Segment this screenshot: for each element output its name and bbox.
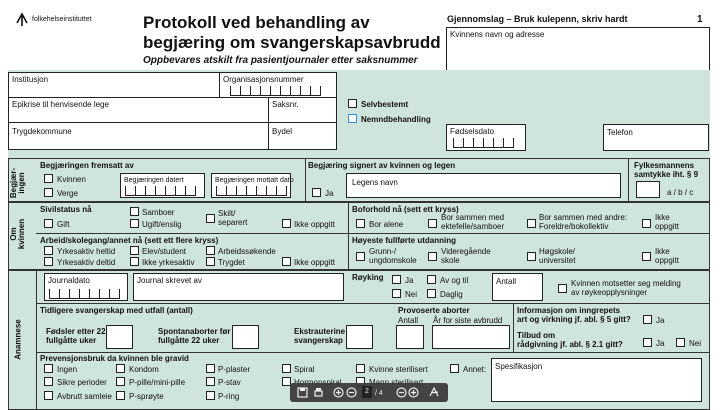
avbrutt-label: Avbrutt samleie bbox=[57, 392, 112, 401]
acrobat-icon[interactable] bbox=[428, 386, 440, 398]
begjaering-datert-field[interactable] bbox=[120, 173, 205, 198]
bo-ikke-oppgitt-label: Ikke oppgitt bbox=[655, 213, 680, 231]
epikrise-field[interactable] bbox=[8, 97, 269, 123]
p-pille-label: P-pille/mini-pille bbox=[129, 378, 186, 387]
hoyskole-checkbox[interactable] bbox=[527, 252, 536, 261]
info-ja-label: Ja bbox=[656, 316, 665, 325]
motsetter-checkbox[interactable] bbox=[558, 284, 567, 293]
epikrise-label: Epikrise til henvisende lege bbox=[12, 100, 109, 109]
royk-nei-checkbox[interactable] bbox=[392, 289, 401, 298]
spontan-field[interactable] bbox=[232, 325, 259, 349]
gift-label: Gift bbox=[57, 220, 70, 229]
sivil-ikke-oppgitt-label: Ikke oppgitt bbox=[294, 220, 335, 229]
ugift-checkbox[interactable] bbox=[130, 219, 139, 228]
p-plaster-checkbox[interactable] bbox=[206, 364, 215, 373]
deltid-checkbox[interactable] bbox=[44, 257, 53, 266]
fylkes-heading: Fylkesmannens samtykke iht. § 9 bbox=[634, 161, 699, 179]
bydel-field[interactable] bbox=[268, 122, 337, 150]
col-divider bbox=[36, 270, 37, 409]
prov-ar-label: År for siste avbrudd bbox=[433, 316, 503, 325]
kvinnen-checkbox[interactable] bbox=[44, 174, 53, 183]
institusjon-field[interactable] bbox=[8, 72, 220, 98]
skilt-checkbox[interactable] bbox=[206, 214, 215, 223]
p-stav-label: P-stav bbox=[218, 378, 241, 387]
verge-checkbox[interactable] bbox=[44, 188, 53, 197]
save-icon[interactable] bbox=[297, 387, 308, 398]
utdanning-heading: Høyeste fullførte utdanning bbox=[352, 236, 456, 245]
signert-ja-checkbox[interactable] bbox=[312, 188, 321, 197]
prov-antall-label: Antall bbox=[398, 316, 419, 325]
ikke-yrkesaktiv-checkbox[interactable] bbox=[130, 257, 139, 266]
tilbud-nei-label: Nei bbox=[689, 339, 702, 348]
provoserte-heading: Provoserte aborter bbox=[398, 306, 470, 315]
kvinne-sterilisert-checkbox[interactable] bbox=[356, 364, 365, 373]
page-title: Protokoll ved behandling av bbox=[143, 13, 370, 32]
grunn-label: Grunn-/ ungdomskole bbox=[369, 247, 417, 265]
fremsatt-heading: Begjæringen fremsatt av bbox=[40, 161, 134, 170]
arbeidssokende-checkbox[interactable] bbox=[206, 246, 215, 255]
bor-alene-checkbox[interactable] bbox=[356, 219, 365, 228]
royk-antall-field[interactable] bbox=[492, 273, 543, 301]
arbeid-heading: Arbeid/skolegang/annet nå (sett ett flere kryss) bbox=[40, 236, 219, 245]
p-stav-checkbox[interactable] bbox=[206, 377, 215, 386]
legens-navn-field[interactable] bbox=[346, 173, 621, 198]
boforhold-heading: Boforhold nå (sett ett kryss) bbox=[352, 205, 459, 214]
info-heading: Informasjon om inngrepets art og virkning jf. abl. § 5 gitt? bbox=[517, 306, 631, 324]
sikre-perioder-checkbox[interactable] bbox=[44, 377, 53, 386]
selvbestemt-label: Selvbestemt bbox=[361, 100, 409, 109]
spiral-label: Spiral bbox=[294, 365, 315, 374]
gift-checkbox[interactable] bbox=[44, 219, 53, 228]
sikre-perioder-label: Sikre perioder bbox=[57, 378, 107, 387]
tilbud-nei-checkbox[interactable] bbox=[676, 338, 685, 347]
orgnr-field[interactable] bbox=[219, 72, 337, 98]
kondom-label: Kondom bbox=[129, 365, 159, 374]
saksnr-label: Saksnr. bbox=[272, 100, 299, 109]
page-total: / 4 bbox=[375, 390, 383, 397]
selvbestemt-checkbox[interactable] bbox=[348, 99, 357, 108]
deltid-label: Yrkesaktiv deltid bbox=[57, 258, 116, 267]
col-divider bbox=[348, 202, 349, 270]
row-divider bbox=[36, 303, 710, 304]
logo-text: folkehelseinstituttet bbox=[32, 16, 92, 23]
logo bbox=[14, 11, 144, 27]
trygdet-label: Trygdet bbox=[218, 258, 245, 267]
begjaering-mottatt-field[interactable] bbox=[211, 173, 294, 198]
royk-nei-label: Nei bbox=[405, 290, 418, 299]
page-number: 1 bbox=[697, 14, 703, 25]
trygdekommune-field[interactable] bbox=[8, 122, 269, 150]
legens-navn-label: Legens navn bbox=[352, 178, 398, 187]
institusjon-label: Institusjon bbox=[12, 75, 49, 84]
royking-heading: Røyking bbox=[352, 273, 384, 282]
ingen-label: Ingen bbox=[57, 365, 78, 374]
sivilstatus-heading: Sivilstatus nå bbox=[40, 205, 92, 214]
prov-antall-field[interactable] bbox=[396, 325, 424, 349]
daglig-label: Daglig bbox=[440, 290, 463, 299]
tilbud-ja-label: Ja bbox=[656, 339, 665, 348]
page-subtitle: Oppbevares atskilt fra pasientjournaler etter saksnummer bbox=[143, 55, 418, 66]
saksnr-field[interactable] bbox=[268, 97, 337, 123]
journal-by-field[interactable] bbox=[133, 273, 344, 301]
journal-by-label: Journal skrevet av bbox=[137, 276, 202, 285]
utd-ikke-oppgitt-label: Ikke oppgitt bbox=[655, 247, 680, 265]
zoom-out-icon[interactable] bbox=[346, 387, 357, 398]
patient-name-label: Kvinnens navn og adresse bbox=[450, 30, 545, 39]
hoyskole-label: Høgskole/ universitet bbox=[539, 247, 576, 265]
prov-ar-field[interactable] bbox=[432, 325, 510, 349]
page-indicator: 2 bbox=[365, 388, 369, 395]
bor-alene-label: Bor alene bbox=[369, 220, 404, 229]
tilbud-heading: Tilbud om rådgivning jf. abl. § 2.1 gitt? bbox=[517, 331, 623, 349]
divider bbox=[628, 158, 629, 202]
p-ring-label: P-ring bbox=[218, 392, 240, 401]
telefon-field[interactable] bbox=[603, 124, 709, 151]
sivil-ikke-oppgitt-checkbox[interactable] bbox=[282, 219, 291, 228]
tilbud-ja-checkbox[interactable] bbox=[643, 338, 652, 347]
vgs-label: Videregående skole bbox=[441, 247, 491, 265]
prevensjon-heading: Prevensjonsbruk da kvinnen ble gravid bbox=[40, 354, 189, 363]
ikke-yrkesaktiv-label: Ikke yrkesaktiv bbox=[142, 258, 195, 267]
copy-label: Gjennomslag – Bruk kulepenn, skriv hardt bbox=[447, 14, 628, 24]
page-title-line2: begjæring om svangerskapsavbrudd bbox=[143, 33, 441, 52]
print-icon[interactable] bbox=[313, 387, 324, 398]
trygdet-checkbox[interactable] bbox=[206, 257, 215, 266]
ugift-label: Ugift/enslig bbox=[142, 220, 182, 229]
kondom-checkbox[interactable] bbox=[116, 364, 125, 373]
utd-ikke-oppgitt-checkbox[interactable] bbox=[642, 252, 651, 261]
spesifikasjon-label: Spesifikasjon bbox=[495, 362, 543, 371]
bor-ektefelle-label: Bor sammen med ektefelle/samboer bbox=[441, 213, 505, 231]
skilt-label: Skilt/ separert bbox=[218, 209, 248, 227]
tidligere-heading: Tidligere svangerskap med utfall (antall) bbox=[40, 306, 193, 315]
col-divider bbox=[513, 303, 514, 353]
avbrutt-checkbox[interactable] bbox=[44, 391, 53, 400]
bor-andre-checkbox[interactable] bbox=[527, 219, 536, 228]
bor-andre-label: Bor sammen med andre: Foreldre/bokollektiv bbox=[539, 213, 628, 231]
ekstrauterine-field[interactable] bbox=[346, 325, 373, 349]
p-ring-checkbox[interactable] bbox=[206, 391, 215, 400]
spiral-checkbox[interactable] bbox=[282, 364, 291, 373]
royk-antall-label: Antall bbox=[496, 277, 517, 286]
annet-checkbox[interactable] bbox=[450, 364, 459, 373]
av-og-til-checkbox[interactable] bbox=[427, 275, 436, 284]
fodselsdato-field[interactable] bbox=[446, 124, 526, 151]
nemnd-label: Nemndbehandling bbox=[361, 115, 431, 124]
av-og-til-label: Av og til bbox=[440, 276, 469, 285]
arbeidssokende-label: Arbeidssøkende bbox=[218, 247, 276, 256]
anamnese-section-label: Anamnese bbox=[13, 319, 23, 360]
mottatt-label: Begjæringen mottatt dato bbox=[215, 177, 294, 184]
fit-icon[interactable] bbox=[396, 387, 407, 398]
elev-label: Elev/student bbox=[142, 247, 187, 256]
fylkes-field[interactable] bbox=[636, 181, 660, 198]
verge-label: Verge bbox=[57, 189, 78, 198]
bydel-label: Bydel bbox=[272, 127, 293, 136]
samboer-label: Samboer bbox=[142, 208, 175, 217]
info-ja-checkbox[interactable] bbox=[643, 315, 652, 324]
zoom-in-icon[interactable] bbox=[333, 387, 344, 398]
trygdekommune-label: Trygdekommune bbox=[12, 127, 72, 136]
datert-label: Begjæringen datert bbox=[124, 177, 184, 184]
elev-checkbox[interactable] bbox=[130, 246, 139, 255]
bo-ikke-oppgitt-checkbox[interactable] bbox=[642, 219, 651, 228]
ingen-checkbox[interactable] bbox=[44, 364, 53, 373]
p-sproyte-checkbox[interactable] bbox=[116, 391, 125, 400]
signert-heading: Begjæring signert av kvinnen og legen bbox=[308, 161, 456, 170]
arbeid-ikke-oppgitt-label: Ikke oppgitt bbox=[294, 258, 335, 267]
row-divider bbox=[36, 233, 710, 234]
vgs-checkbox[interactable] bbox=[428, 252, 437, 261]
arbeid-ikke-oppgitt-checkbox[interactable] bbox=[282, 257, 291, 266]
rotate-icon[interactable] bbox=[408, 387, 419, 398]
begjaering-section-label: Begjær- ingen bbox=[9, 167, 26, 199]
royk-ja-label: Ja bbox=[405, 276, 414, 285]
fylkes-abc-label: a / b / c bbox=[667, 188, 694, 197]
daglig-checkbox[interactable] bbox=[427, 289, 436, 298]
annet-label: Annet: bbox=[463, 365, 487, 374]
bor-ektefelle-checkbox[interactable] bbox=[428, 219, 437, 228]
grunn-checkbox[interactable] bbox=[356, 252, 365, 261]
journal-date-label: Journaldato bbox=[48, 276, 90, 285]
journal-date-field[interactable] bbox=[44, 273, 128, 301]
fodsler-label: Fødsler etter 22 fullgåtte uker bbox=[46, 327, 106, 345]
logo-icon bbox=[14, 11, 30, 27]
royk-ja-checkbox[interactable] bbox=[392, 275, 401, 284]
samboer-checkbox[interactable] bbox=[130, 207, 139, 216]
kvinne-sterilisert-label: Kvinne sterilisert bbox=[369, 365, 428, 374]
signert-ja-label: Ja bbox=[325, 189, 334, 198]
row-divider bbox=[36, 352, 710, 353]
kvinnen-label: Kvinnen bbox=[57, 175, 86, 184]
p-sproyte-label: P-sprøyte bbox=[129, 392, 164, 401]
fodsler-field[interactable] bbox=[106, 325, 133, 349]
om-kvinnen-section-label: Om kvinnen bbox=[9, 218, 26, 250]
p-pille-checkbox[interactable] bbox=[116, 377, 125, 386]
motsetter-label: Kvinnen motsetter seg melding av røykeopplysninger bbox=[571, 279, 681, 297]
divider bbox=[305, 158, 306, 202]
spesifikasjon-field[interactable] bbox=[491, 358, 702, 402]
p-plaster-label: P-plaster bbox=[218, 365, 251, 374]
fodselsdato-label: Fødselsdato bbox=[450, 127, 495, 136]
heltid-label: Yrkesaktiv heltid bbox=[57, 247, 116, 256]
orgnr-label: Organisasjonsnummer bbox=[223, 75, 304, 84]
nemnd-checkbox[interactable] bbox=[348, 114, 357, 123]
telefon-label: Telefon bbox=[607, 128, 633, 137]
ekstrauterine-label: Ekstrauterine svangerskap bbox=[294, 327, 346, 345]
spontan-label: Spontanaborter før fullgåtte 22 uker bbox=[158, 327, 231, 345]
page-input[interactable] bbox=[362, 386, 372, 398]
heltid-checkbox[interactable] bbox=[44, 246, 53, 255]
